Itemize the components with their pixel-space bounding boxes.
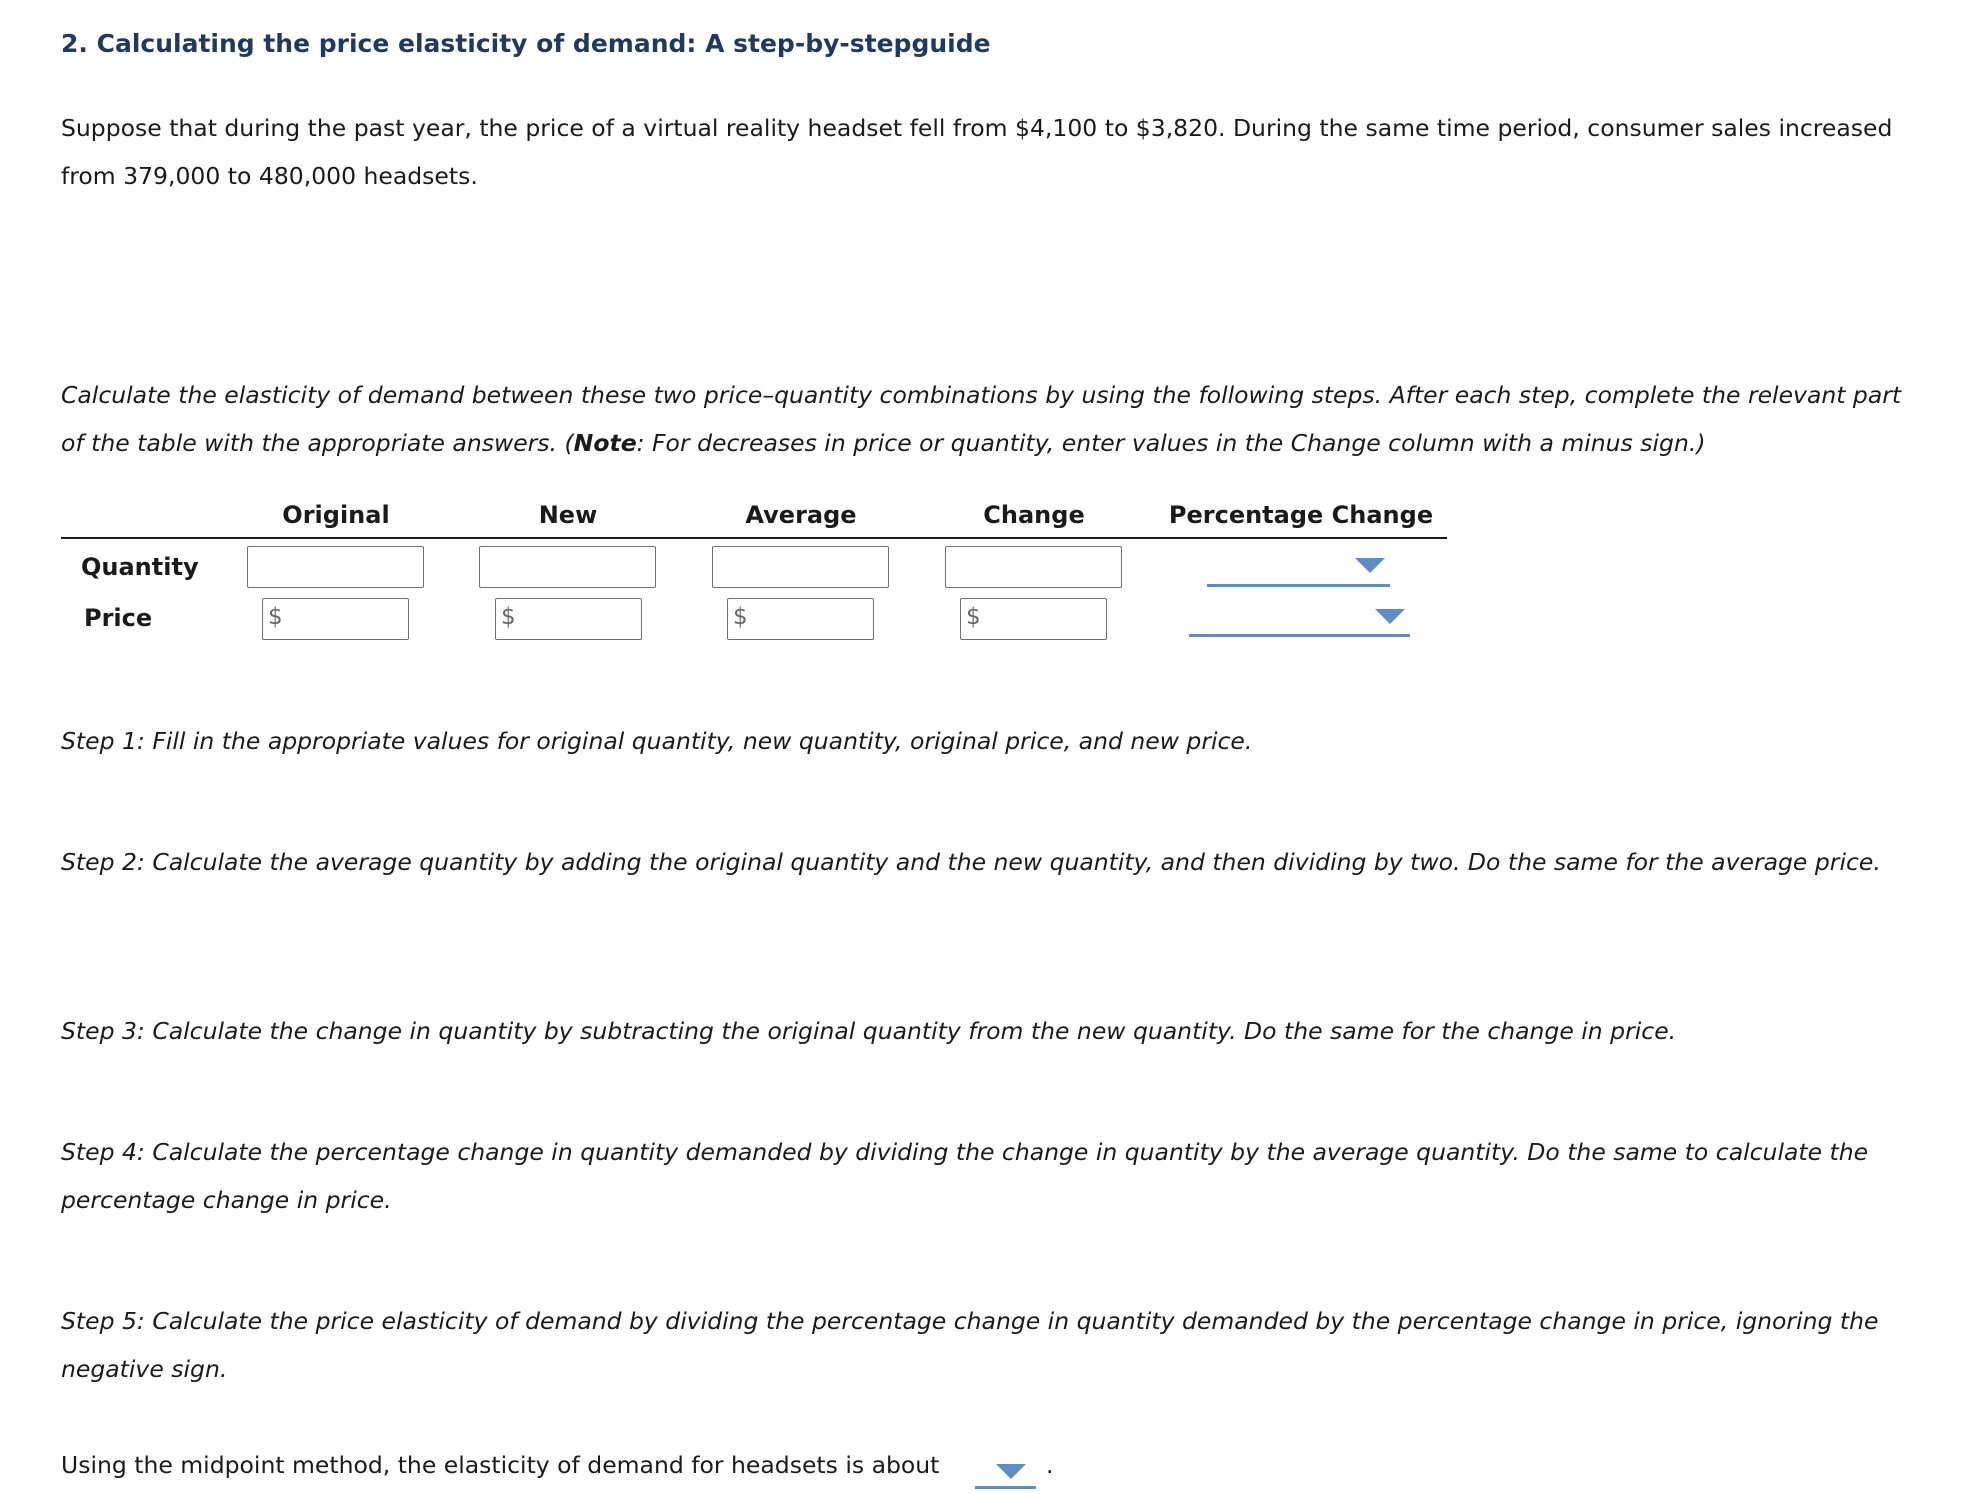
quantity-percentage-change-dropdown[interactable] — [1207, 547, 1390, 587]
price-new-field[interactable] — [495, 598, 642, 640]
instructions-text-start: Calculate the elasticity of demand between these two price–quantity combinations by using the following steps. After each step, complete the relevant part of the table with the appropriate answers. ( — [61, 381, 1902, 457]
final-period: . — [1046, 1451, 1054, 1479]
step-2-text: Step 2: Calculate the average quantity by adding the original quantity and the new quantity, and then dividing by two. Do the same for the average price. — [61, 848, 1881, 876]
dollar-sign-label: $ — [268, 604, 283, 630]
column-header-original: Original — [282, 501, 390, 529]
intro-paragraph: Suppose that during the past year, the price of a virtual reality headset fell from $4,100 to $3,820. During the same time period, consumer sales increased from 379,000 to 480,000 headsets. — [61, 114, 1893, 190]
price-change-input[interactable] — [960, 598, 1107, 640]
quantity-new-input[interactable] — [479, 546, 656, 588]
step-4-text: Step 4: Calculate the percentage change in quantity demanded by dividing the change in quantity by the average quantity. Do the same to calculate the percentage change in price. — [61, 1138, 1869, 1214]
price-average-input[interactable] — [727, 598, 874, 640]
quantity-original-input[interactable] — [247, 546, 424, 588]
final-answer-sentence: Using the midpoint method, the elasticity of demand for headsets is about — [61, 1451, 940, 1479]
step-1-text: Step 1: Fill in the appropriate values for original quantity, new quantity, original price, and new price. — [61, 727, 1253, 755]
dollar-sign-label: $ — [966, 604, 981, 630]
dollar-sign-label: $ — [733, 604, 748, 630]
price-change-field[interactable] — [960, 598, 1107, 640]
column-header-change: Change — [983, 501, 1085, 529]
price-new-input[interactable] — [495, 598, 642, 640]
dollar-sign-label: $ — [501, 604, 516, 630]
price-original-field[interactable] — [262, 598, 409, 640]
page-title: 2. Calculating the price elasticity of demand: A step-by-stepguide — [61, 29, 991, 58]
column-header-average: Average — [745, 501, 857, 529]
price-average-field[interactable] — [727, 598, 874, 640]
elasticity-answer-dropdown[interactable] — [975, 1449, 1036, 1489]
price-original-input[interactable] — [262, 598, 409, 640]
quantity-change-input[interactable] — [945, 546, 1122, 588]
chevron-down-icon — [1355, 558, 1385, 573]
quantity-average-input[interactable] — [712, 546, 889, 588]
chevron-down-icon — [1375, 609, 1405, 624]
column-header-new: New — [538, 501, 598, 529]
row-label-quantity: Quantity — [81, 553, 199, 581]
instructions-text-end: : For decreases in price or quantity, enter values in the Change column with a minus sign.) — [636, 429, 1706, 457]
row-label-price: Price — [84, 604, 153, 632]
step-3-text: Step 3: Calculate the change in quantity by subtracting the original quantity from the new quantity. Do the same for the change in price. — [61, 1017, 1677, 1045]
table-header-rule — [61, 537, 1447, 539]
column-header-percentage-change: Percentage Change — [1168, 501, 1434, 529]
instructions-paragraph — [61, 371, 1921, 467]
price-percentage-change-dropdown[interactable] — [1189, 597, 1410, 637]
note-label: Note — [573, 429, 637, 457]
step-5-text: Step 5: Calculate the price elasticity of demand by dividing the percentage change in quantity demanded by the percentage change in price, ignoring the negative sign. — [61, 1307, 1879, 1383]
chevron-down-icon — [996, 1464, 1026, 1479]
